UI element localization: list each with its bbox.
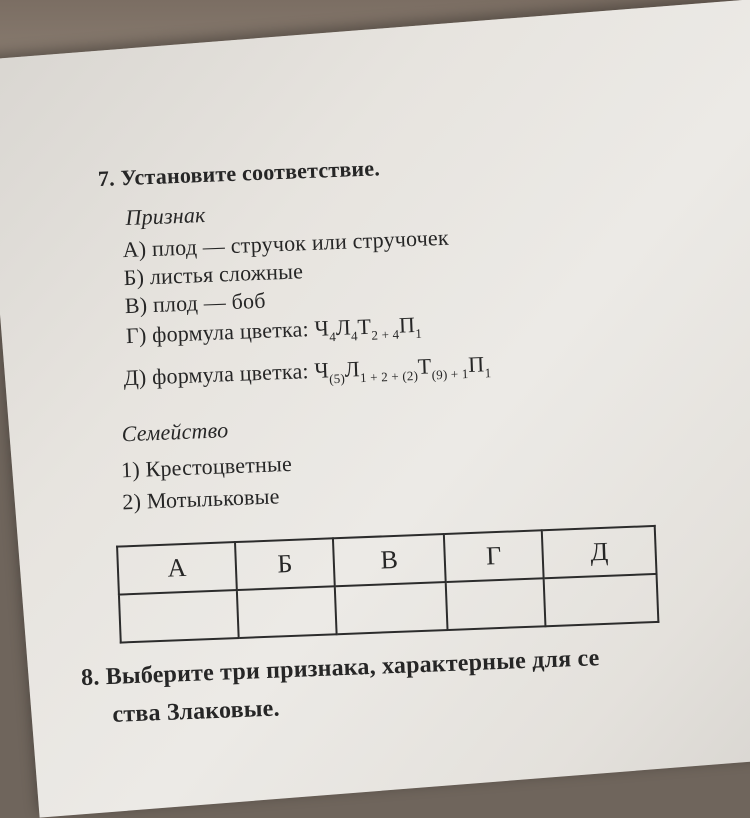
formula-symbol: П	[398, 312, 416, 338]
family-text: Крестоцветные	[145, 450, 293, 482]
formula-subscript: (9) + 1	[431, 365, 469, 383]
answer-header-cell: Г	[444, 530, 544, 582]
formula-subscript: (5)	[328, 370, 346, 387]
formula-subscript: 1	[415, 325, 423, 342]
task8-number: 8.	[80, 664, 100, 692]
answer-header-cell: Б	[235, 538, 335, 590]
task8-text: Выберите три признака, характерные для се	[105, 645, 600, 691]
formula-subscript: 1	[484, 365, 492, 381]
feature-prefix: В)	[124, 292, 148, 319]
feature-prefix: А)	[122, 236, 147, 263]
feature-text: плод — боб	[152, 287, 267, 318]
formula-subscript: 4	[350, 328, 359, 344]
family-text: Мотыльковые	[146, 483, 281, 514]
formula-subscript: 2 + 4	[371, 326, 400, 343]
formula-symbol: Ч	[313, 357, 330, 383]
formula-symbol: Т	[356, 313, 372, 340]
answer-cell-a[interactable]	[119, 590, 239, 642]
family-heading: Семейство	[121, 417, 229, 447]
task7-title: Установите соответствие.	[120, 155, 381, 191]
answer-header-cell: В	[333, 534, 445, 586]
answer-cell-b[interactable]	[237, 586, 337, 638]
task8-line1	[81, 645, 600, 692]
feature-item-d-formula	[123, 351, 491, 391]
answer-header-cell: А	[117, 542, 237, 594]
feature-text: плод — стручок или стручочек	[151, 224, 450, 262]
feature-prefix: Г)	[125, 322, 147, 349]
flower-formula	[313, 351, 492, 387]
formula-subscript: 1 + 2 + (2)	[359, 367, 419, 386]
family-prefix: 2)	[121, 488, 142, 515]
formula-label: формула цветка:	[151, 316, 310, 348]
formula-symbol: Т	[417, 353, 432, 379]
formula-symbol: П	[467, 351, 485, 377]
task8-line2: ства Злаковые.	[112, 695, 281, 728]
task7-number: 7.	[97, 165, 116, 192]
answer-header-cell: Д	[542, 526, 656, 578]
answer-cell-g[interactable]	[445, 578, 545, 630]
formula-symbol: Л	[344, 356, 361, 382]
answer-cell-d[interactable]	[544, 574, 658, 626]
family-prefix: 1)	[120, 456, 141, 483]
answer-table	[116, 525, 659, 644]
feature-item-v	[124, 288, 266, 319]
task7-heading	[97, 155, 380, 192]
feature-prefix: Б)	[123, 264, 145, 291]
feature-prefix: Д)	[123, 364, 147, 391]
formula-symbol: Л	[335, 314, 352, 341]
feature-heading: Признак	[124, 201, 206, 231]
feature-item-b	[123, 258, 303, 291]
family-item-2	[122, 483, 280, 515]
formula-subscript: 4	[329, 329, 337, 345]
formula-label: формула цветка:	[151, 358, 310, 390]
feature-text: листья сложные	[149, 258, 304, 290]
family-item-1	[121, 451, 293, 484]
flower-formula	[313, 312, 423, 345]
formula-symbol: Ч	[313, 315, 330, 341]
answer-cell-v[interactable]	[335, 582, 447, 634]
feature-item-a	[122, 225, 449, 264]
